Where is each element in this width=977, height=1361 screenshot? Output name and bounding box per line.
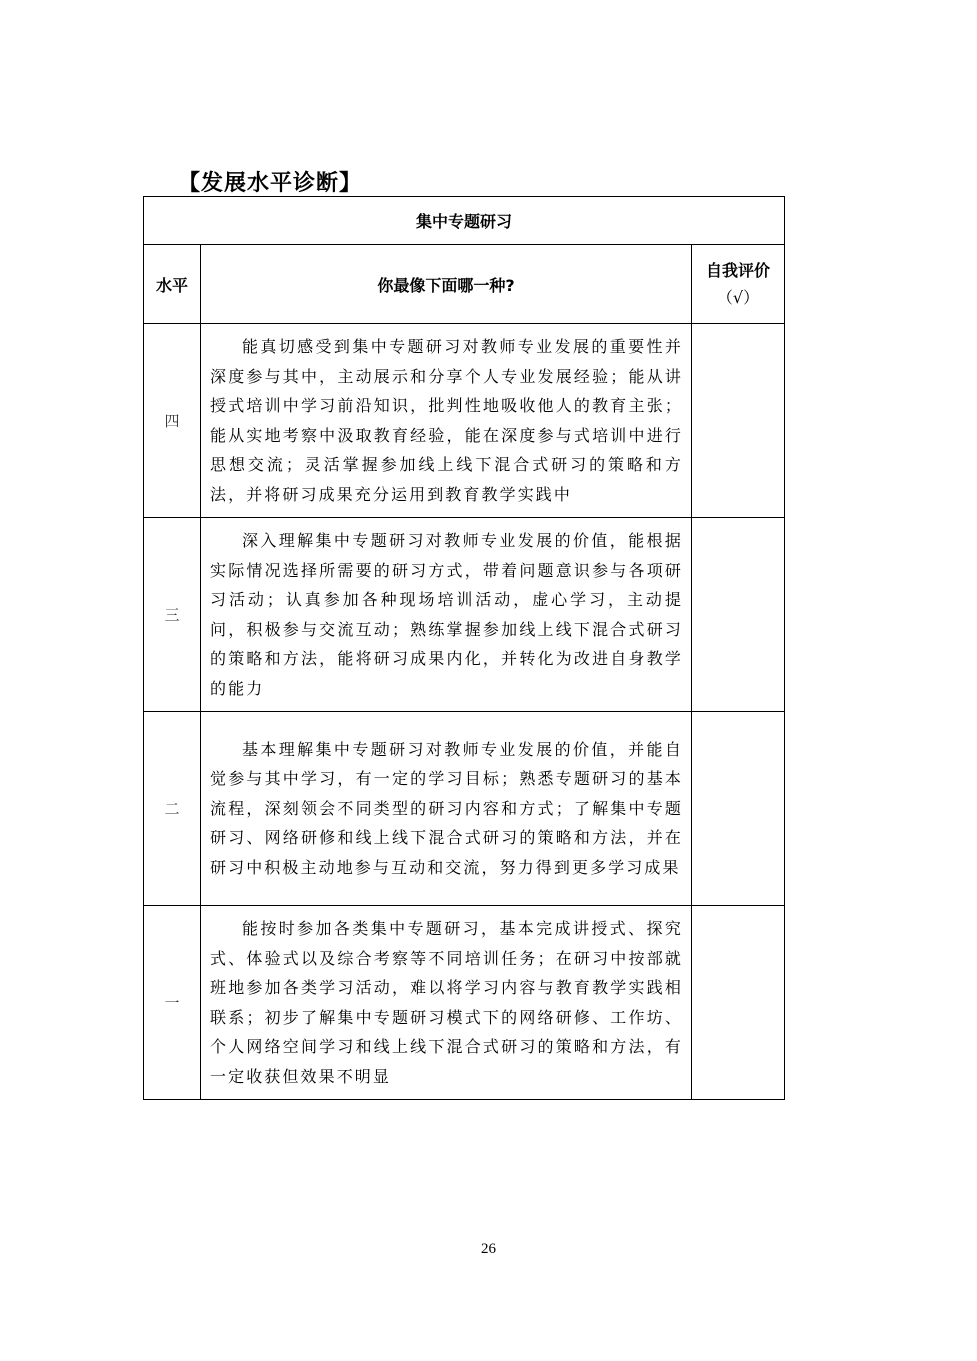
level-cell: 二 [144, 712, 201, 906]
table-title-row [144, 197, 785, 245]
header-level: 水平 [144, 245, 201, 324]
table-title: 集中专题研习 [144, 197, 785, 245]
description-cell: 基本理解集中专题研习对教师专业发展的价值，并能自觉参与其中学习，有一定的学习目标；熟悉专题研习的基本流程，深刻领会不同类型的研习内容和方式；了解集中专题研习、网络研修和线上线下混合式研习的策略和方法，并在研习中积极主动地参与互动和交流，努力得到更多学习成果 [201, 712, 692, 906]
table-row [144, 712, 785, 906]
self-eval-cell[interactable] [692, 518, 785, 712]
level-cell: 一 [144, 906, 201, 1100]
description-cell: 能按时参加各类集中专题研习，基本完成讲授式、探究式、体验式以及综合考察等不同培训任务；在研习中按部就班地参加各类学习活动，难以将学习内容与教育教学实践相联系；初步了解集中专题研习模式下的网络研修、工作坊、个人网络空间学习和线上线下混合式研习的策略和方法，有一定收获但效果不明显 [201, 906, 692, 1100]
level-cell: 三 [144, 518, 201, 712]
section-title: 【发展水平诊断】 [178, 171, 363, 196]
header-question: 你最像下面哪一种? [201, 245, 692, 324]
table-header-row [144, 245, 785, 324]
self-eval-cell[interactable] [692, 906, 785, 1100]
description-cell: 能真切感受到集中专题研习对教师专业发展的重要性并深度参与其中，主动展示和分享个人专业发展经验；能从讲授式培训中学习前沿知识，批判性地吸收他人的教育主张；能从实地考察中汲取教育经验，能在深度参与式培训中进行思想交流；灵活掌握参加线上线下混合式研习的策略和方法，并将研习成果充分运用到教育教学实践中 [201, 324, 692, 518]
self-eval-cell[interactable] [692, 324, 785, 518]
description-cell: 深入理解集中专题研习对教师专业发展的价值，能根据实际情况选择所需要的研习方式，带着问题意识参与各项研习活动；认真参加各种现场培训活动，虚心学习，主动提问，积极参与交流互动；熟练掌握参加线上线下混合式研习的策略和方法，能将研习成果内化，并转化为改进自身教学的能力 [201, 518, 692, 712]
page-number: 26 [481, 1241, 496, 1257]
self-eval-cell[interactable] [692, 712, 785, 906]
header-self-eval-mark: （√） [716, 288, 760, 307]
header-self-eval-label: 自我评价 [706, 261, 771, 280]
header-self-eval [692, 245, 785, 324]
table-row [144, 906, 785, 1100]
level-cell: 四 [144, 324, 201, 518]
table-row [144, 518, 785, 712]
table-row [144, 324, 785, 518]
diagnosis-table [143, 196, 785, 1100]
